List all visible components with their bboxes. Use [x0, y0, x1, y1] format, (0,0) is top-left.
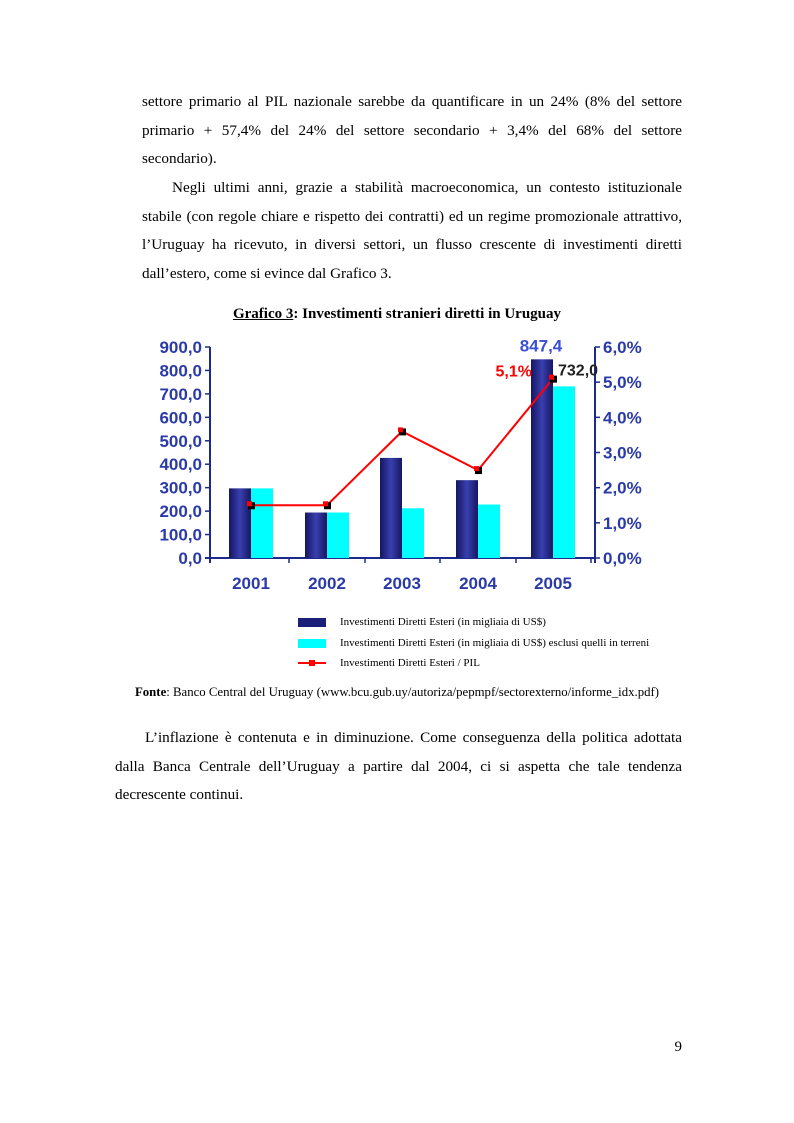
left-tick-label: 0,0 — [178, 549, 202, 568]
right-tick-label: 0,0% — [603, 549, 642, 568]
ratio-marker-2002 — [323, 501, 328, 506]
ratio-marker-2005 — [549, 375, 554, 380]
left-tick-label: 600,0 — [159, 408, 202, 428]
legend-item-ratio — [298, 653, 649, 674]
bar-idi-2005 — [531, 359, 553, 558]
chart-legend — [298, 612, 649, 674]
page-number: 9 — [674, 1039, 682, 1055]
ratio-marker-2004 — [474, 466, 479, 471]
source-label: Fonte — [134, 685, 167, 699]
right-tick-label: 6,0% — [603, 338, 642, 357]
paragraph-inflation: L’inflazione è contenuta e in diminuzione. Come conseguenza della politica adottata dalla Banca Centrale dell’Uruguay a partire dal 2004, ci si aspetta che tale tendenza decrescente continui. — [115, 729, 682, 804]
bar-idi-2002 — [305, 513, 327, 558]
data-label-ratio-2005: 5,1% — [495, 363, 532, 381]
right-tick-label: 3,0% — [603, 443, 642, 463]
bar-idi-2004 — [456, 480, 478, 558]
legend-item-idi-excl — [298, 633, 649, 654]
left-tick-label: 500,0 — [159, 431, 202, 451]
bar-idi-excl-2005 — [553, 386, 575, 558]
right-tick-label: 1,0% — [603, 513, 642, 533]
chart-caption-label: Grafico 3 — [232, 306, 294, 322]
x-tick-label: 2005 — [534, 574, 572, 593]
x-tick-label: 2002 — [308, 574, 346, 593]
paragraph-investments: Negli ultimi anni, grazie a stabilità macroeconomica, un contesto istituzionale stabile (con regole chiare e rispetto dei contratti) ed un regime promozionale attrattivo, l’Uruguay ha ricevuto, in diversi settori, un flusso crescente di investimenti diretti dall’estero, come si evince dal Grafico 3. — [142, 179, 682, 282]
data-label-idi-excl-2005: 732,0 — [558, 362, 599, 380]
chart-source — [0, 685, 794, 700]
bar-idi-excl-2001 — [251, 488, 273, 558]
right-tick-label: 5,0% — [603, 373, 642, 393]
legend-swatch-dark-blue — [298, 618, 326, 627]
bar-idi-excl-2003 — [402, 508, 424, 558]
left-tick-label: 900,0 — [159, 338, 202, 357]
source-text: : Banco Central del Uruguay (www.bcu.gub.uy/autoriza/pepmpf/sectorexterno/informe_idx.pdf) — [166, 685, 660, 699]
bar-idi-2003 — [380, 458, 402, 558]
left-tick-label: 300,0 — [159, 478, 202, 498]
paragraph-intro: settore primario al PIL nazionale sarebbe da quantificare in un 24% (8% del settore primario + 57,4% del 24% del settore secondario + 3,4% del 68% del settore secondario). — [142, 93, 682, 168]
bar-idi-excl-2004 — [478, 505, 500, 558]
data-label-idi-2005: 847,4 — [519, 336, 563, 356]
bar-idi-excl-2002 — [327, 513, 349, 558]
left-tick-label: 200,0 — [159, 502, 202, 522]
legend-label: Investimenti Diretti Esteri / PIL — [340, 657, 480, 669]
right-tick-label: 4,0% — [603, 408, 642, 428]
chart-caption-text: : Investimenti stranieri diretti in Uruguay — [293, 306, 562, 322]
left-tick-label: 700,0 — [159, 384, 202, 404]
legend-label: Investimenti Diretti Esteri (in migliaia di US$) — [340, 616, 546, 628]
left-tick-label: 100,0 — [159, 525, 202, 545]
left-tick-label: 800,0 — [159, 361, 202, 381]
x-tick-label: 2004 — [459, 574, 497, 593]
left-tick-label: 400,0 — [159, 455, 202, 475]
legend-swatch-cyan — [298, 639, 326, 648]
legend-item-idi — [298, 612, 649, 633]
bar-idi-2001 — [229, 488, 251, 558]
x-tick-label: 2003 — [383, 574, 421, 593]
x-tick-label: 2001 — [232, 574, 270, 593]
ratio-marker-2003 — [398, 427, 403, 432]
chart-bars — [229, 359, 575, 558]
legend-label: Investimenti Diretti Esteri (in migliaia di US$) esclusi quelli in terreni — [340, 636, 650, 649]
legend-swatch-red-line — [298, 662, 326, 664]
ratio-marker-2001 — [247, 501, 252, 506]
right-tick-label: 2,0% — [603, 478, 642, 498]
